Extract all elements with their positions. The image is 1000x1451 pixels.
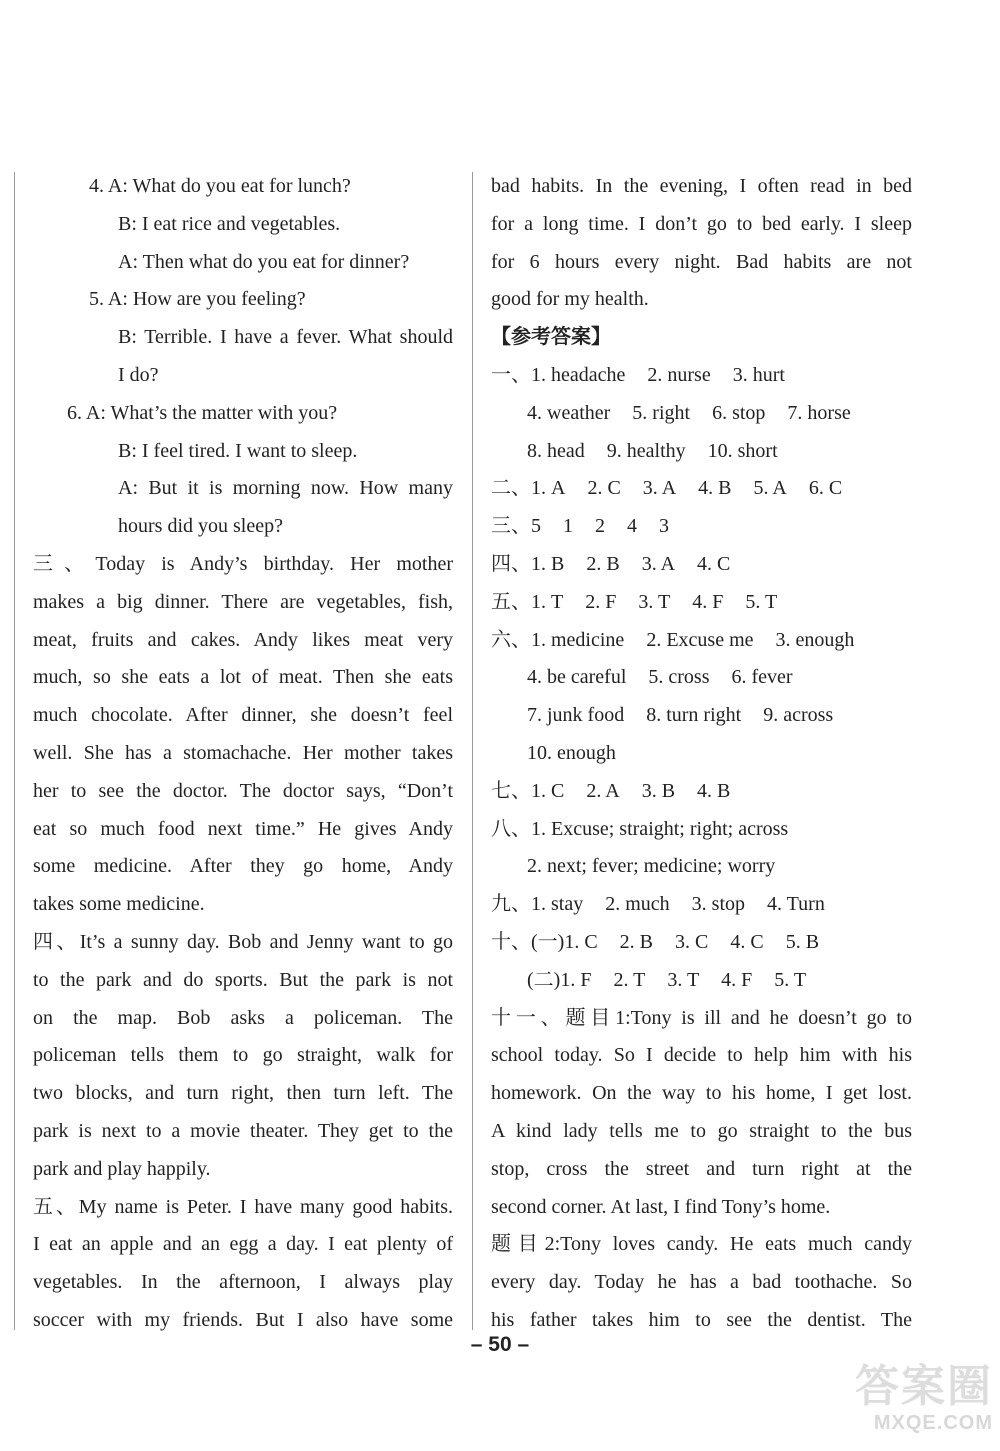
answer-item: 10. short — [707, 439, 778, 462]
passage-line: some medicine. After they go home, Andy — [33, 855, 453, 878]
answer-item: 2. B — [586, 552, 620, 575]
answer-item: 8. head — [527, 439, 585, 462]
dialogue-line: B: Terrible. I have a fever. What should — [118, 326, 453, 349]
right-column — [491, 168, 912, 1340]
answer-row — [491, 659, 912, 697]
passage-line: two blocks, and turn right, then turn left. The — [33, 1082, 453, 1105]
answer-item: 1. A — [531, 477, 566, 500]
answer-item: 1. B — [531, 552, 565, 575]
answer-item: 5. B — [785, 930, 820, 953]
answer-item: 6. fever — [731, 666, 793, 689]
answer-row — [491, 622, 912, 660]
answer-item: 2. T — [613, 968, 646, 991]
answer-item: 1. T — [531, 590, 564, 613]
passage-line: 四、It’s a sunny day. Bob and Jenny want to go — [33, 930, 453, 953]
answer-item: 2. C — [587, 477, 621, 500]
passage-line: park and play happily. — [33, 1157, 211, 1180]
answer-item: 3. hurt — [732, 363, 785, 386]
passage-line: good for my health. — [491, 288, 649, 311]
answer-item: 6. C — [808, 477, 843, 500]
answer-item: 1. C — [531, 779, 565, 802]
answer-item: 1. stay — [531, 893, 584, 916]
answer-item: 5. cross — [648, 666, 710, 689]
answer-item: 1 — [563, 515, 573, 538]
dialogue-line: A: But it is morning now. How many — [118, 477, 453, 500]
left-column — [33, 168, 453, 1340]
answer-list — [491, 357, 912, 1000]
answer-item: 3. T — [667, 968, 700, 991]
answer-row — [491, 886, 912, 924]
answer-section-label: 一、 — [491, 363, 531, 386]
answer-item: 3. A — [641, 552, 676, 575]
essay-line: 十一、题目1:Tony is ill and he doesn’t go to — [491, 1006, 912, 1029]
answer-item: 7. horse — [787, 401, 851, 424]
passage-line: for a long time. I don’t go to bed early. I sleep — [491, 212, 912, 235]
passage-line: to the park and do sports. But the park is not — [33, 968, 453, 991]
answer-item: 2. next; fever; medicine; worry — [527, 855, 776, 878]
essay-line: A kind lady tells me to go straight to the bus — [491, 1119, 912, 1142]
passage-line: policeman tells them to go straight, walk for — [33, 1044, 453, 1067]
answer-item: 1. Excuse; straight; right; across — [531, 817, 789, 840]
answer-item: 1. C — [564, 930, 598, 953]
answer-section-label: 八、 — [491, 817, 531, 840]
answer-section-label: 四、 — [491, 552, 531, 575]
essay-line: 题目2:Tony loves candy. He eats much candy — [491, 1233, 912, 1256]
passage-line: park is next to a movie theater. They get to the — [33, 1119, 453, 1142]
answer-item: 8. turn right — [646, 704, 742, 727]
answer-item: 4. F — [721, 968, 753, 991]
passage-line: on the map. Bob asks a policeman. The — [33, 1006, 453, 1029]
passage-line: much, so she eats a lot of meat. Then she eats — [33, 666, 453, 689]
answer-row — [491, 508, 912, 546]
passage-line: for 6 hours every night. Bad habits are not — [491, 250, 912, 273]
dialogue-line: B: I feel tired. I want to sleep. — [118, 439, 358, 462]
answer-item: 3. T — [638, 590, 671, 613]
answer-item: 9. across — [763, 704, 834, 727]
passage-line: makes a big dinner. There are vegetables, fish, — [33, 590, 453, 613]
answer-item: 1. F — [560, 968, 592, 991]
answer-item: 2. B — [619, 930, 654, 953]
dialogue-line: hours did you sleep? — [118, 515, 283, 538]
passage-line: much chocolate. After dinner, she doesn’t feel — [33, 704, 453, 727]
essay-line: stop, cross the street and turn right at the — [491, 1157, 912, 1180]
answer-section-label: 二、 — [491, 477, 531, 500]
passage-line: soccer with my friends. But I also have some — [33, 1308, 453, 1331]
passage-line: 三、Today is Andy’s birthday. Her mother — [33, 552, 453, 575]
essay-line: every day. Today he has a bad toothache. So — [491, 1271, 912, 1294]
answer-row — [491, 697, 912, 735]
answer-row — [491, 395, 912, 433]
dialogue-line: 5. A: How are you feeling? — [89, 288, 306, 311]
passage-line: I eat an apple and an egg a day. I eat plenty of — [33, 1233, 453, 1256]
answer-item: 1. medicine — [531, 628, 625, 651]
answer-item: 2. Excuse me — [646, 628, 754, 651]
answer-section-label: 七、 — [491, 779, 531, 802]
answer-item: 4. Turn — [767, 893, 825, 916]
dialogue-line: I do? — [118, 363, 159, 386]
answer-row — [491, 924, 912, 962]
answer-item: 2 — [595, 515, 605, 538]
answer-item: 2. much — [605, 893, 670, 916]
answer-item: 5. T — [745, 590, 778, 613]
answer-section-label: 五、 — [491, 590, 531, 613]
answer-item: 10. enough — [527, 741, 616, 764]
passage-line: well. She has a stomachache. Her mother takes — [33, 741, 453, 764]
answer-item: 5. T — [774, 968, 807, 991]
answer-item: 3. stop — [691, 893, 745, 916]
answer-section-label: (二) — [527, 968, 561, 991]
left-margin-rule — [14, 172, 15, 1330]
answer-item: 5. right — [632, 401, 691, 424]
answer-item: 3. B — [641, 779, 676, 802]
dialogue-line: B: I eat rice and vegetables. — [118, 212, 341, 235]
answer-item: 2. A — [586, 779, 620, 802]
answer-item: 3. enough — [775, 628, 855, 651]
dialogue-line: 4. A: What do you eat for lunch? — [89, 175, 351, 197]
answer-item: 3. C — [675, 930, 709, 953]
answer-item: 9. healthy — [606, 439, 686, 462]
answer-section-label: 三、 — [491, 515, 531, 538]
answer-section-label: 九、 — [491, 893, 531, 916]
answer-item: 2. nurse — [647, 363, 711, 386]
answer-item: 7. junk food — [527, 704, 625, 727]
passage-line: eat so much food next time.” He gives Andy — [33, 817, 453, 840]
answer-row — [491, 546, 912, 584]
answer-item: 5. A — [753, 477, 787, 500]
answer-item: 6. stop — [712, 401, 766, 424]
answer-row — [491, 811, 912, 849]
answer-row — [491, 433, 912, 471]
answer-row — [491, 848, 912, 886]
answer-item: 4. F — [692, 590, 724, 613]
page-number: – 50 – — [470, 1333, 530, 1356]
answer-row — [491, 584, 912, 622]
passage-line: vegetables. In the afternoon, I always play — [33, 1271, 453, 1294]
passage-line: 五、My name is Peter. I have many good habits. — [33, 1195, 453, 1218]
answer-item: 4. C — [730, 930, 764, 953]
answer-item: 3. A — [642, 477, 677, 500]
answer-row — [491, 962, 912, 1000]
answer-item: 4. B — [698, 477, 732, 500]
essay-line: his father takes him to see the dentist. The — [491, 1308, 912, 1331]
dialogue-line: A: Then what do you eat for dinner? — [118, 250, 410, 273]
dialogue-line: 6. A: What’s the matter with you? — [67, 401, 338, 424]
watermark-logo — [843, 1362, 993, 1444]
answer-item: 1. headache — [531, 363, 626, 386]
answer-section-label: 六、 — [491, 628, 531, 651]
essay-line: school today. So I decide to help him with his — [491, 1044, 912, 1067]
watermark-url: MXQE.COM — [873, 1412, 993, 1434]
answer-item: 5 — [531, 515, 541, 538]
column-divider — [472, 172, 473, 1330]
answer-item: 4. C — [697, 552, 731, 575]
answer-item: 4. be careful — [527, 666, 627, 689]
essay-line: second corner. At last, I find Tony’s home. — [491, 1195, 831, 1218]
essay-line: homework. On the way to his home, I get lost. — [491, 1082, 912, 1105]
answer-item: 4. B — [697, 779, 731, 802]
passage-line: bad habits. In the evening, I often read in bed — [491, 175, 912, 197]
answer-section-label: 十、(一) — [491, 930, 565, 953]
passage-line: her to see the doctor. The doctor says, “Don’t — [33, 779, 453, 802]
answer-item: 4. weather — [527, 401, 611, 424]
watermark-text: 答案圈 — [855, 1361, 993, 1412]
answer-row — [491, 357, 912, 395]
answer-item: 4 — [627, 515, 637, 538]
answer-row — [491, 735, 912, 773]
answer-heading: 【参考答案】 — [491, 326, 611, 349]
answer-row — [491, 773, 912, 811]
answer-row — [491, 470, 912, 508]
answer-item: 2. F — [585, 590, 617, 613]
passage-line: takes some medicine. — [33, 893, 205, 916]
answer-item: 3 — [659, 515, 669, 538]
passage-line: meat, fruits and cakes. Andy likes meat very — [33, 628, 453, 651]
